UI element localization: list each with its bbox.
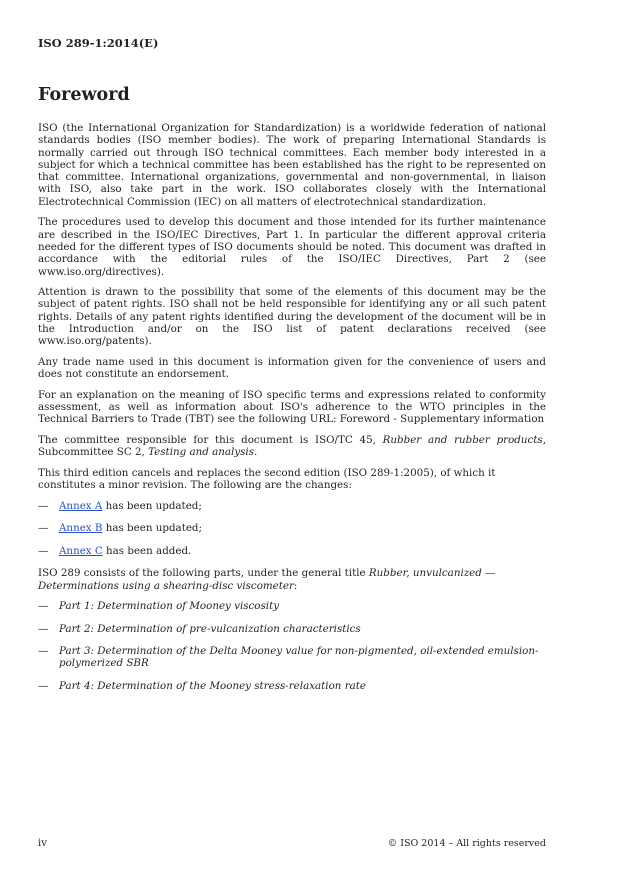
- paragraph-trade-name: Any trade name used in this document is information given for the convenience of users and does not constitute an endorsement.: [38, 355, 546, 381]
- list-item: [38, 522, 546, 534]
- dash-bullet: —: [38, 622, 49, 635]
- document-body: [38, 122, 546, 702]
- parts-list: [38, 600, 546, 692]
- annex-b-link[interactable]: Annex B: [59, 522, 103, 535]
- list-item: [38, 500, 546, 512]
- change-text: has been updated;: [102, 522, 202, 535]
- document-header: ISO 289-1:2014(E): [38, 36, 159, 50]
- part-title: Part 2: Determination of pre-vulcanization characteristics: [59, 622, 361, 635]
- parts-intro-text: ISO 289 consists of the following parts, under the general title: [38, 567, 369, 580]
- part-title: Part 4: Determination of the Mooney stress-relaxation rate: [59, 679, 366, 692]
- paragraph-committee: [38, 434, 546, 459]
- dash-bullet: —: [38, 645, 49, 658]
- general-title: Rubber, unvulcanized — Determinations using a shearing-disc viscometer: [38, 567, 496, 592]
- list-item: [38, 645, 546, 670]
- change-text: has been updated;: [102, 499, 202, 512]
- paragraph-procedures: The procedures used to develop this document and those intended for its further maintenance are described in the ISO/IEC Directives, Part 1. In particular the different approval criteria needed for the different types of ISO documents should be noted. This document was drafted in accordance with the editorial rules of the ISO/IEC Directives, Part 2 (see www.iso.org/directives).: [38, 216, 546, 278]
- dash-bullet: —: [38, 600, 49, 613]
- parts-intro-colon: :: [293, 579, 298, 592]
- subcommittee-name: Testing and analysis: [148, 446, 254, 459]
- annex-a-link[interactable]: Annex A: [59, 499, 103, 512]
- list-item: [38, 545, 546, 557]
- list-item: [38, 680, 546, 692]
- paragraph-edition: This third edition cancels and replaces the second edition (ISO 289-1:2005), of which it constitutes a minor revision. The following are the changes:: [38, 466, 496, 492]
- paragraph-conformity: For an explanation on the meaning of ISO specific terms and expressions related to conformity assessment, as well as information about ISO's adherence to the WTO principles in the Technical Barriers to Trade (TBT) see the following URL: Foreword - Supplementary information: [38, 388, 546, 426]
- committee-name: Rubber and rubber products: [382, 434, 543, 447]
- part-title: Part 3: Determination of the Delta Mooney value for non-pigmented, oil-extended emulsion-polymerized SBR: [59, 645, 539, 670]
- paragraph-parts-intro: [38, 567, 546, 592]
- copyright-notice: © ISO 2014 – All rights reserved: [387, 838, 546, 849]
- dash-bullet: —: [38, 499, 49, 512]
- paragraph-iso-intro: ISO (the International Organization for Standardization) is a worldwide federation of national standards bodies (ISO member bodies). The work of preparing International Standards is normally carried out through ISO technical committees. Each member body interested in a subject for which a technical committee has been established has the right to be represented on that committee. International organizations, governmental and non-governmental, in liaison with ISO, also take part in the work. ISO collaborates closely with the International Electrotechnical Commission (IEC) on all matters of electrotechnical standardization.: [38, 122, 546, 208]
- committee-text-3: .: [254, 446, 258, 459]
- dash-bullet: —: [38, 522, 49, 535]
- changes-list: [38, 500, 546, 557]
- part-title: Part 1: Determination of Mooney viscosity: [59, 600, 280, 613]
- dash-bullet: —: [38, 544, 49, 557]
- annex-c-link[interactable]: Annex C: [59, 544, 103, 557]
- paragraph-patents: Attention is drawn to the possibility that some of the elements of this document may be the subject of patent rights. ISO shall not be held responsible for identifying any or all such patent rights. Details of any patent rights identified during the development of the document will be in the Introduction and/or on the ISO list of patent declarations received (see www.iso.org/patents).: [38, 286, 546, 348]
- committee-text-2: , Subcommittee SC 2,: [38, 434, 546, 459]
- dash-bullet: —: [38, 679, 49, 692]
- page-number: iv: [38, 838, 47, 849]
- list-item: [38, 600, 546, 612]
- change-text: has been added.: [102, 544, 192, 557]
- list-item: [38, 623, 546, 635]
- committee-text-1: The committee responsible for this document is ISO/TC 45,: [38, 434, 383, 447]
- page-title: Foreword: [38, 85, 130, 105]
